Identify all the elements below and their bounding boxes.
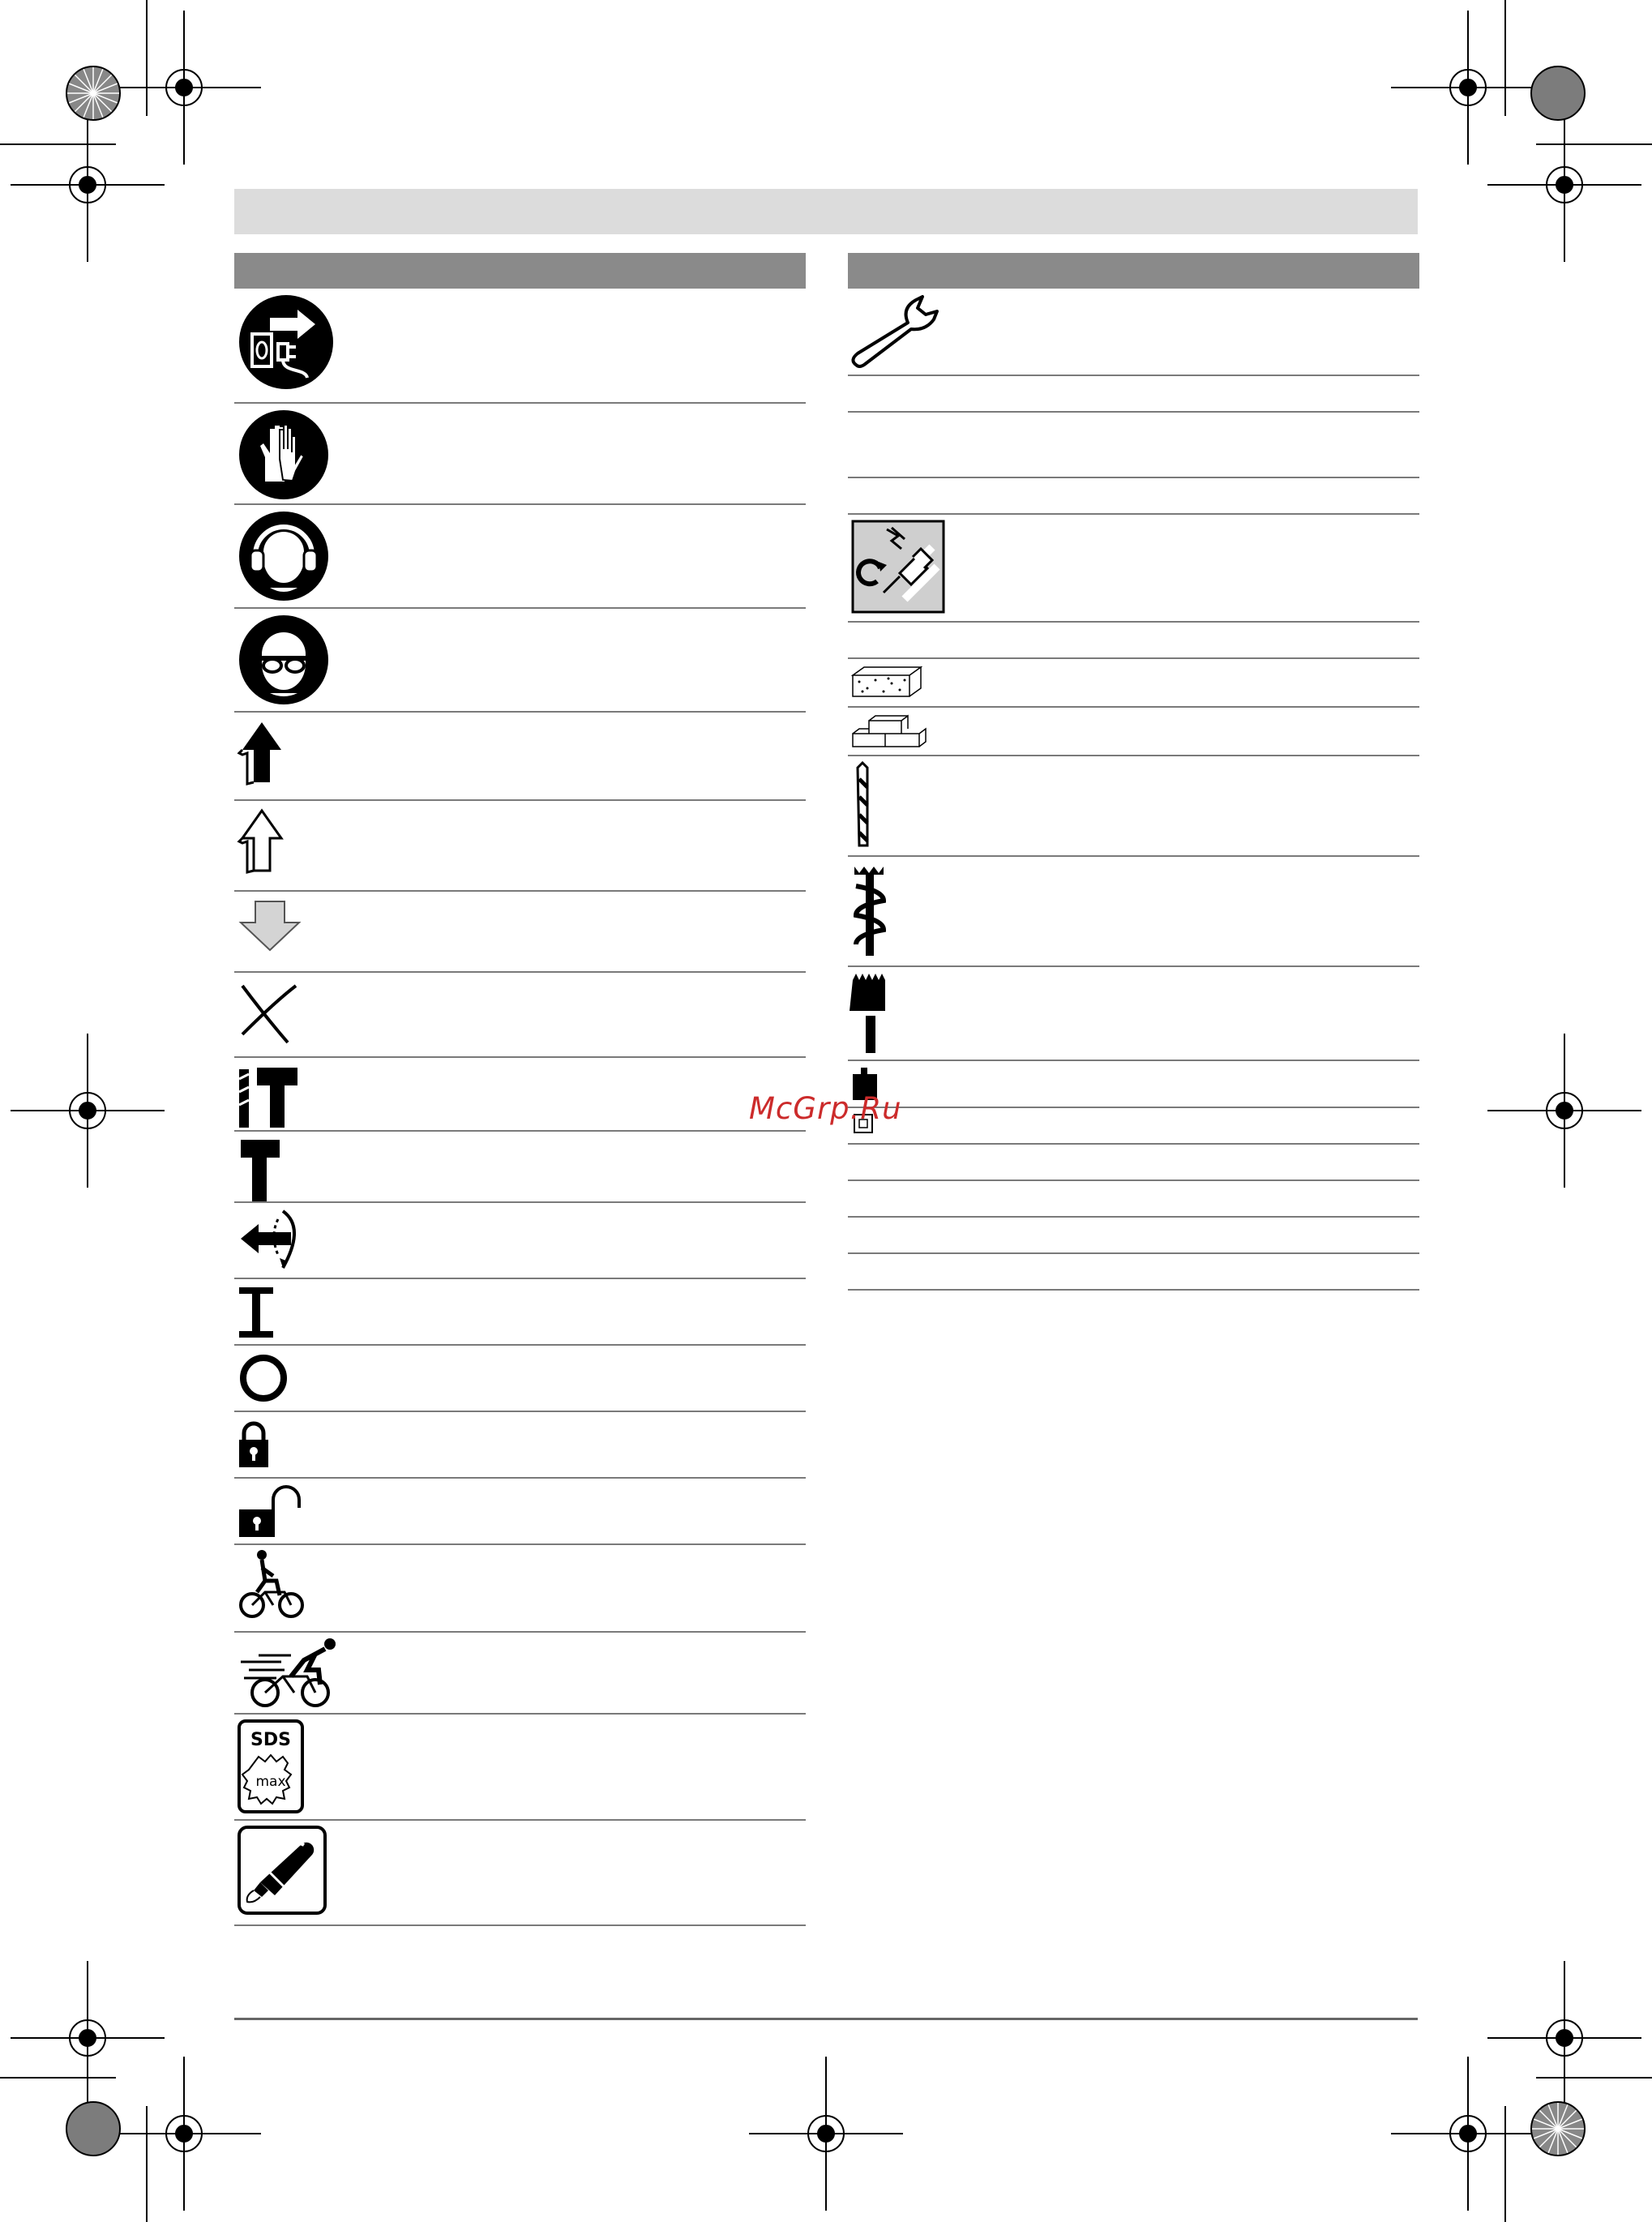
symbol-row (234, 892, 806, 973)
arrow-down-icon (238, 897, 310, 953)
symbol-row (234, 1479, 806, 1545)
symbol-row (848, 1061, 1419, 1108)
sds-max-icon (238, 1719, 310, 1815)
masonry-drill-bit-icon (851, 761, 884, 850)
eye-protection-icon (238, 614, 330, 706)
symbol-row (234, 713, 806, 801)
symbol-row (234, 505, 806, 609)
brick-stack-icon (851, 713, 929, 753)
electronic-clutch-icon (851, 520, 947, 615)
symbol-row (234, 973, 806, 1058)
symbol-row (234, 1132, 806, 1203)
grease-tube-icon (238, 1826, 332, 1920)
watermark: McGrp.Ru (749, 1091, 902, 1126)
max-label: max (255, 1774, 286, 1790)
footer-rule (234, 2018, 1418, 2020)
symbol-row (848, 1108, 1419, 1145)
concrete-block-icon (851, 664, 924, 701)
symbol-row (848, 1254, 1419, 1291)
core-bit-icon (851, 972, 900, 1056)
symbol-row (234, 1346, 806, 1412)
symbol-row (234, 609, 806, 713)
unplug-mains-icon (238, 293, 335, 391)
chisel-rotate-icon (238, 1208, 302, 1273)
hammer-drill-bit-icon (851, 862, 892, 961)
symbol-row (234, 1545, 806, 1633)
left-symbol-table (234, 253, 806, 1926)
cross-icon (238, 978, 302, 1042)
symbol-row (848, 376, 1419, 413)
symbol-row (848, 857, 1419, 967)
symbol-row (848, 413, 1419, 478)
page-header-bar (234, 189, 1418, 234)
protective-gloves-icon (238, 409, 330, 501)
symbol-row (234, 801, 806, 892)
symbol-row (848, 659, 1419, 708)
symbol-row (848, 515, 1419, 623)
symbol-row (234, 1203, 806, 1279)
chiselling-icon (238, 1137, 286, 1201)
symbol-row (234, 1058, 806, 1132)
symbol-row (234, 1412, 806, 1479)
symbol-row (848, 967, 1419, 1061)
unlocked-icon (238, 1483, 310, 1540)
cyclist-slow-icon (238, 1550, 310, 1623)
cyclist-fast-icon (238, 1638, 343, 1710)
symbol-row (848, 756, 1419, 857)
sds-label: SDS (250, 1730, 291, 1750)
symbol-row (234, 1715, 806, 1821)
wrench-icon (851, 293, 957, 371)
symbol-row (234, 1633, 806, 1715)
symbol-row (848, 708, 1419, 756)
filled-arrow-up-icon (238, 717, 294, 790)
outline-arrow-up-icon (238, 806, 294, 879)
symbol-row (234, 1821, 806, 1926)
left-table-header (234, 253, 806, 289)
hammer-drilling-icon (238, 1063, 302, 1128)
ear-protection-icon (238, 510, 330, 602)
symbol-row (234, 1279, 806, 1346)
right-symbol-table (848, 253, 1419, 1291)
symbol-row (234, 404, 806, 505)
symbol-row (848, 1218, 1419, 1254)
symbol-row (848, 1181, 1419, 1218)
symbol-row (848, 623, 1419, 659)
symbol-row (848, 478, 1419, 515)
rotation-stop-icon (238, 1284, 286, 1341)
symbol-row (234, 289, 806, 404)
symbol-row (848, 1145, 1419, 1181)
right-table-header (848, 253, 1419, 289)
circle-icon (238, 1351, 294, 1407)
symbol-row (848, 289, 1419, 376)
locked-icon (238, 1417, 286, 1474)
